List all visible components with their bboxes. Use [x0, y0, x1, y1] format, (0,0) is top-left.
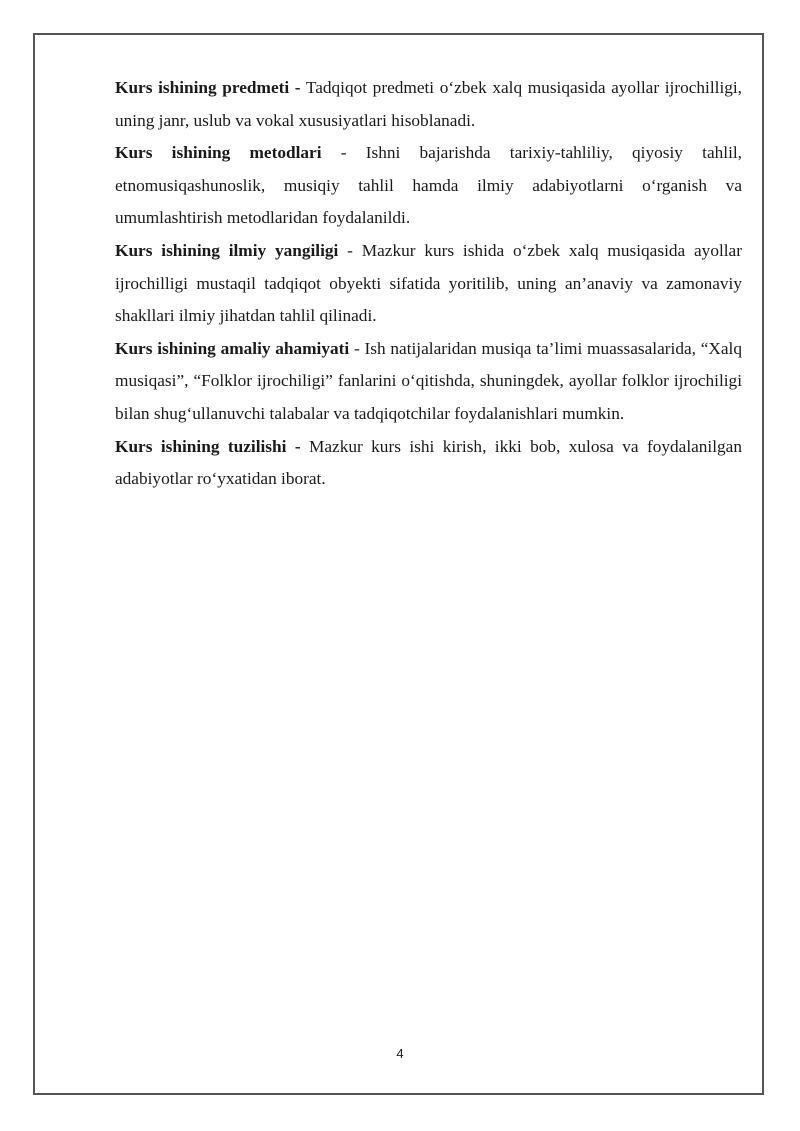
paragraph-heading: Kurs ishining ilmiy yangiligi — [115, 240, 339, 260]
paragraph-text: - Mazkur kurs ishida o‘zbek xalq musiqasida ayollar ijrochilligi mustaqil tadqiqot obyekti sifatida yoritilib, uning an’anaviy va zamonaviy shakllari ilmiy jihatdan tahlil qilinadi. — [115, 240, 742, 326]
paragraph-text: - Ish natijalaridan musiqa ta’limi muassasalarida, “Xalq musiqasi”, “Folklor ijrochiligi” fanlarini o‘qitishda, shuningdek, ayollar folklor ijrochiligi bilan shug‘ullanuvchi talabalar va tadqiqotchilar foydalanishlari mumkin. — [115, 338, 742, 423]
paragraph-heading: Kurs ishining amaliy ahamiyati — [115, 338, 350, 358]
paragraph-practical-significance — [115, 333, 742, 431]
paragraph-heading: Kurs ishining metodlari — [115, 143, 322, 163]
page-number: 4 — [396, 1046, 404, 1061]
paragraph-structure — [115, 431, 742, 496]
paragraph-novelty — [115, 235, 742, 333]
document-body — [115, 72, 742, 496]
paragraph-heading: Kurs ishining predmeti - — [115, 78, 301, 97]
paragraph-text: Mazkur kurs ishi kirish, ikki bob, xulosa va foydalanilgan adabiyotlar ro‘yxatidan iborat. — [115, 436, 742, 489]
paragraph-subject — [115, 72, 742, 137]
paragraph-text: Tadqiqot predmeti o‘zbek xalq musiqasida ayollar ijrochilligi, uning janr, uslub va vokal xususiyatlari hisoblanadi. — [115, 78, 743, 130]
paragraph-heading: Kurs ishining tuzilishi - — [115, 436, 301, 456]
paragraph-text: - Ishni bajarishda tarixiy-tahliliy, qiyosiy tahlil, etnomusiqashunoslik, musiqiy tahlil hamda ilmiy adabiyotlarni o‘rganish va umumlashtirish metodlaridan foydalanildi. — [115, 143, 742, 228]
paragraph-methods — [115, 137, 742, 235]
